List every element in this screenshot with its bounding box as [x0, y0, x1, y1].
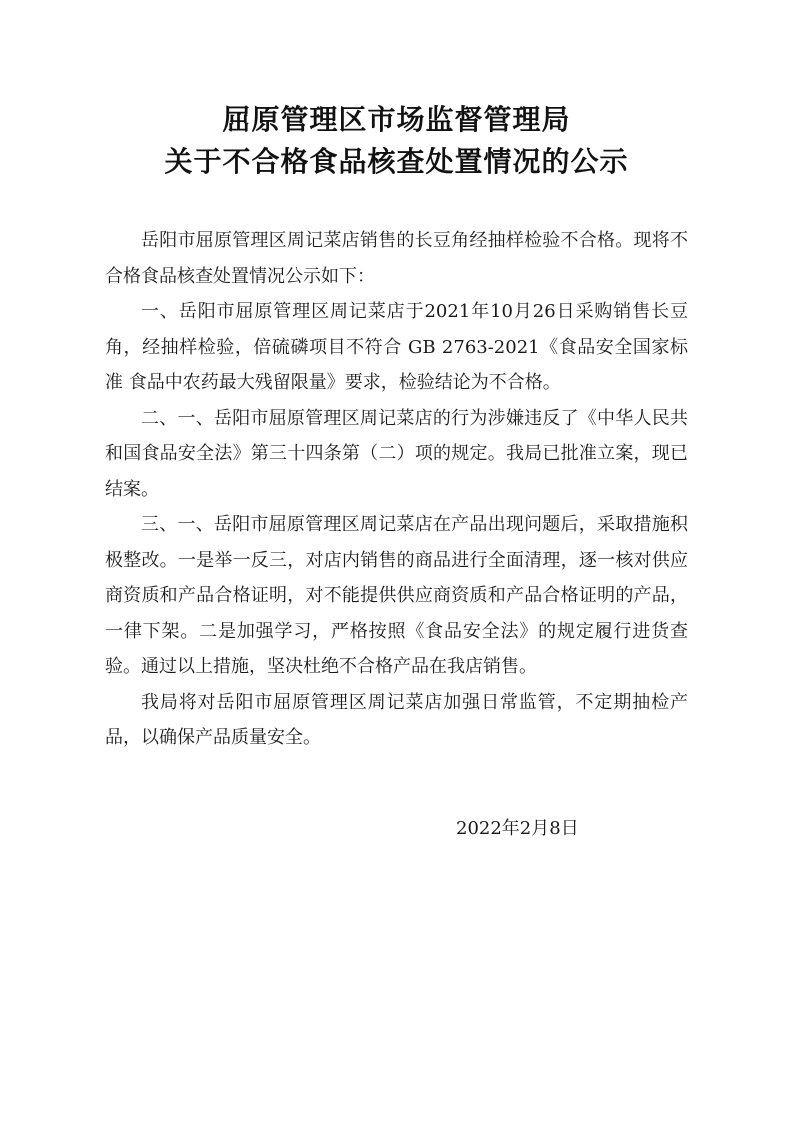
- paragraph-item-3: 三、一、岳阳市屈原管理区周记菜店在产品出现问题后，采取措施积极整改。一是举一反三，对店内销售的商品进行全面清理，逐一核对供应商资质和产品合格证明，对不能提供供应商资质和产品合格证明的产品，一律下架。二是加强学习，严格按照《食品安全法》的规定履行进货查验。通过以上措施，坚决杜绝不合格产品在我店销售。: [105, 514, 688, 677]
- intro-paragraph: 岳阳市屈原管理区周记菜店销售的长豆角经抽样检验不合格。现将不合格食品核查处置情况公示如下：: [105, 230, 688, 287]
- document-body: [105, 223, 688, 756]
- document-title-line-2: 关于不合格食品核查处置情况的公示: [164, 145, 629, 178]
- document-date: 2022年2月8日: [456, 818, 579, 839]
- paragraph-item-2: 二、一、岳阳市屈原管理区周记菜店的行为涉嫌违反了《中华人民共和国食品安全法》第三十四条第（二）项的规定。我局已批准立案，现已结案。: [105, 407, 688, 500]
- paragraph-item-1: 一、岳阳市屈原管理区周记菜店于2021年10月26日采购销售长豆角，经抽样检验，倍硫磷项目不符合 GB 2763-2021《食品安全国家标准 食品中农药最大残留限量》要求，检验结论为不合格。: [105, 301, 688, 393]
- document-title-line-1: 屈原管理区市场监督管理局: [222, 103, 571, 136]
- closing-paragraph: 我局将对岳阳市屈原管理区周记菜店加强日常监管，不定期抽检产品，以确保产品质量安全。: [105, 691, 688, 748]
